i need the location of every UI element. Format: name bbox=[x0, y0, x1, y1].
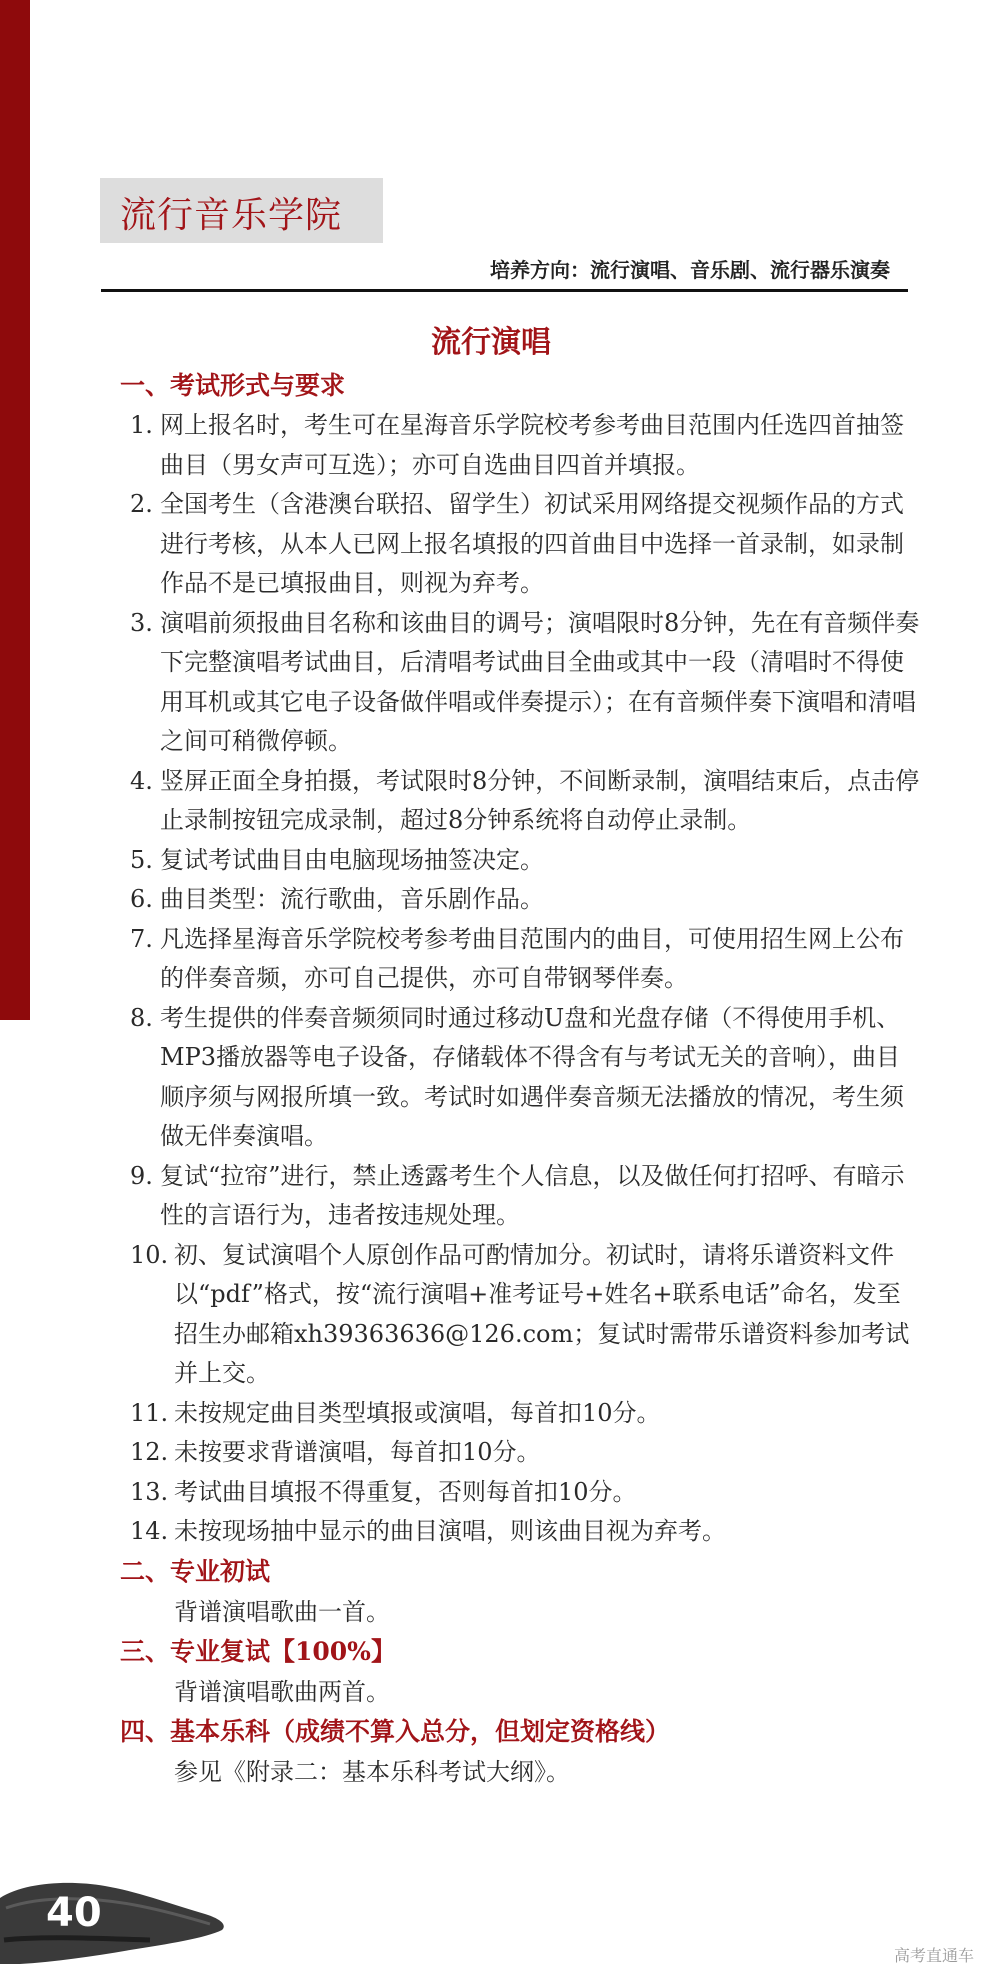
list-item bbox=[120, 920, 920, 999]
list-item bbox=[120, 604, 920, 762]
item-number: 6. bbox=[130, 885, 153, 913]
part2-text: 背谱演唱歌曲一首。 bbox=[174, 1597, 390, 1626]
list-item bbox=[120, 1473, 920, 1513]
part4-heading: 四、基本乐科（成绩不算入总分，但划定资格线） bbox=[120, 1716, 671, 1746]
item-number: 11. bbox=[130, 1398, 169, 1427]
list-item bbox=[120, 406, 920, 485]
list-item bbox=[120, 1433, 920, 1473]
list-item bbox=[120, 762, 920, 841]
item-number: 8. bbox=[130, 1003, 153, 1032]
item-text: 未按要求背谱演唱，每首扣10分。 bbox=[174, 1438, 541, 1466]
item-text: 初、复试演唱个人原创作品可酌情加分。初试时，请将乐谱资料文件以“pdf”格式，按“流行演唱+准考证号+姓名+联系电话”命名，发至招生办邮箱xh39363636@126.com；复试时需带乐谱资料参加考试并上交。 bbox=[174, 1240, 910, 1387]
item-text: 未按规定曲目类型填报或演唱，每首扣10分。 bbox=[174, 1398, 661, 1427]
training-direction: 培养方向：流行演唱、音乐剧、流行器乐演奏 bbox=[490, 258, 890, 282]
ink-brush-decoration bbox=[0, 1878, 230, 1965]
item-text: 全国考生（含港澳台联招、留学生）初试采用网络提交视频作品的方式进行考核，从本人已网上报名填报的四首曲目中选择一首录制，如录制作品不是已填报曲目，则视为弃考。 bbox=[160, 490, 904, 597]
header-divider bbox=[101, 289, 908, 292]
list-item bbox=[120, 999, 920, 1157]
item-text: 演唱前须报曲目名称和该曲目的调号；演唱限时8分钟，先在有音频伴奏下完整演唱考试曲目，后清唱考试曲目全曲或其中一段（清唱时不得使用耳机或其它电子设备做伴唱或伴奏提示）；在有音频伴奏下演唱和清唱之间可稍微停顿。 bbox=[160, 608, 920, 755]
requirements-list bbox=[120, 406, 920, 1552]
list-item bbox=[120, 485, 920, 604]
list-item bbox=[120, 880, 920, 920]
watermark-text: 高考直通车 bbox=[893, 1946, 974, 1965]
part3-heading: 三、专业复试【100%】 bbox=[120, 1636, 396, 1666]
part4-text: 参见《附录二：基本乐科考试大纲》。 bbox=[174, 1757, 570, 1786]
college-title: 流行音乐学院 bbox=[120, 195, 343, 236]
item-text: 未按现场抽中显示的曲目演唱，则该曲目视为弃考。 bbox=[174, 1517, 726, 1545]
left-accent-bar bbox=[0, 0, 30, 1020]
item-number: 3. bbox=[130, 608, 153, 637]
list-item bbox=[120, 841, 920, 881]
item-number: 12. bbox=[130, 1438, 169, 1466]
item-text: 考生提供的伴奏音频须同时通过移动U盘和光盘存储（不得使用手机、MP3播放器等电子设备，存储载体不得含有与考试无关的音响），曲目顺序须与网报所填一致。考试时如遇伴奏音频无法播放的情况，考生须做无伴奏演唱。 bbox=[160, 1003, 904, 1150]
item-text: 凡选择星海音乐学院校考参考曲目范围内的曲目，可使用招生网上公布的伴奏音频，亦可自己提供，亦可自带钢琴伴奏。 bbox=[160, 924, 904, 992]
list-item bbox=[120, 1394, 920, 1434]
item-text: 网上报名时，考生可在星海音乐学院校考参考曲目范围内任选四首抽签曲目（男女声可互选）；亦可自选曲目四首并填报。 bbox=[160, 411, 904, 479]
list-item bbox=[120, 1157, 920, 1236]
list-item bbox=[120, 1512, 920, 1552]
item-number: 5. bbox=[130, 845, 153, 874]
item-text: 复试“拉帘”进行，禁止透露考生个人信息，以及做任何打招呼、有暗示性的言语行为，违者按违规处理。 bbox=[160, 1161, 905, 1229]
item-number: 1. bbox=[130, 411, 153, 439]
list-item bbox=[120, 1236, 920, 1394]
part2-heading: 二、专业初试 bbox=[120, 1556, 271, 1586]
main-content bbox=[120, 362, 920, 1792]
item-text: 曲目类型：流行歌曲，音乐剧作品。 bbox=[160, 885, 544, 913]
item-number: 9. bbox=[130, 1161, 153, 1190]
section-title: 流行演唱 bbox=[431, 325, 551, 360]
page-number: 40 bbox=[46, 1890, 102, 1936]
item-number: 13. bbox=[130, 1477, 169, 1506]
item-number: 2. bbox=[130, 490, 153, 518]
item-number: 10. bbox=[130, 1240, 169, 1269]
part3-text: 背谱演唱歌曲两首。 bbox=[174, 1677, 390, 1706]
item-number: 7. bbox=[130, 924, 153, 953]
item-number: 14. bbox=[130, 1517, 169, 1545]
item-text: 考试曲目填报不得重复，否则每首扣10分。 bbox=[174, 1477, 637, 1506]
item-number: 4. bbox=[130, 766, 153, 795]
item-text: 竖屏正面全身拍摄，考试限时8分钟，不间断录制，演唱结束后，点击停止录制按钮完成录制，超过8分钟系统将自动停止录制。 bbox=[160, 766, 920, 834]
part1-heading: 一、考试形式与要求 bbox=[120, 371, 346, 400]
item-text: 复试考试曲目由电脑现场抽签决定。 bbox=[160, 845, 544, 874]
